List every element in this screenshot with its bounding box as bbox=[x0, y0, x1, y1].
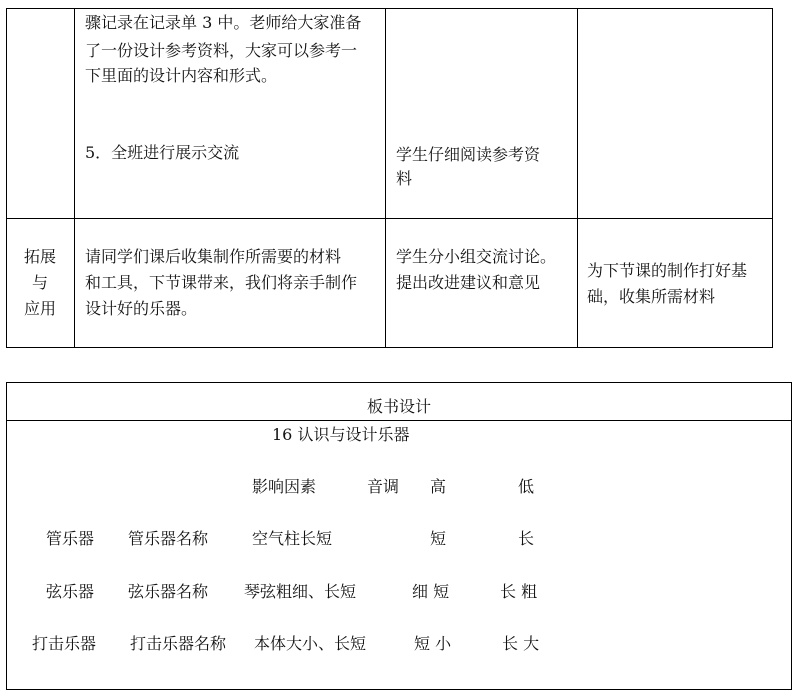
row2-intent-line-1: 为下节课的制作打好基 bbox=[587, 261, 748, 280]
board-row-type: 弦乐器 bbox=[46, 582, 95, 601]
row1-teacher-line-1: 骤记录在记录单 3 中。老师给大家准备 bbox=[85, 13, 362, 32]
board-row-name: 管乐器名称 bbox=[128, 529, 209, 548]
row2-teacher-line-3: 设计好的乐器。 bbox=[85, 299, 198, 318]
table-border-top bbox=[6, 8, 773, 9]
row2-teacher-line-2: 和工具，下节课带来，我们将亲手制作 bbox=[85, 273, 358, 292]
row2-stage-line-2: 与 bbox=[31, 273, 48, 292]
board-border-left bbox=[6, 382, 7, 690]
board-row-factor: 空气柱长短 bbox=[252, 529, 333, 548]
board-row-type: 打击乐器 bbox=[32, 634, 97, 653]
board-title-divider bbox=[6, 420, 792, 421]
row1-student-line-2: 料 bbox=[396, 169, 413, 188]
row2-intent-line-2: 础，收集所需材料 bbox=[587, 287, 716, 306]
board-row-high: 短 小 bbox=[414, 634, 452, 653]
table-row-divider bbox=[6, 218, 773, 219]
row1-teacher-step: 5．全班进行展示交流 bbox=[85, 143, 240, 162]
board-header-high: 高 bbox=[430, 477, 447, 496]
row1-student-line-1: 学生仔细阅读参考资 bbox=[396, 145, 541, 164]
row1-teacher-line-3: 下里面的设计内容和形式。 bbox=[85, 66, 278, 85]
board-row-type: 管乐器 bbox=[46, 529, 95, 548]
board-header-tone: 音调 bbox=[367, 477, 400, 496]
board-title: 板书设计 bbox=[366, 397, 431, 416]
board-row-high: 细 短 bbox=[412, 582, 450, 601]
row2-student-line-2: 提出改进建议和意见 bbox=[396, 273, 541, 292]
row2-stage-line-3: 应用 bbox=[23, 299, 56, 318]
board-row-low: 长 bbox=[518, 529, 535, 548]
row2-student-line-1: 学生分小组交流讨论。 bbox=[396, 247, 557, 266]
board-subtitle: 16 认识与设计乐器 bbox=[272, 425, 410, 444]
board-border-top bbox=[6, 382, 792, 383]
board-row-name: 打击乐器名称 bbox=[130, 634, 227, 653]
row2-stage-line-1: 拓展 bbox=[23, 247, 56, 266]
board-row-factor: 本体大小、长短 bbox=[254, 634, 367, 653]
row2-teacher-line-1: 请同学们课后收集制作所需要的材料 bbox=[85, 247, 342, 266]
table-col-divider-1 bbox=[74, 8, 75, 348]
board-border-right bbox=[791, 382, 792, 690]
board-row-low: 长 大 bbox=[502, 634, 540, 653]
board-row-name: 弦乐器名称 bbox=[128, 582, 209, 601]
board-row-factor: 琴弦粗细、长短 bbox=[244, 582, 357, 601]
table-col-divider-3 bbox=[577, 8, 578, 348]
board-row-low: 长 粗 bbox=[500, 582, 538, 601]
board-header-low: 低 bbox=[518, 477, 535, 496]
row1-teacher-line-2: 了一份设计参考资料，大家可以参考一 bbox=[85, 41, 358, 60]
board-row-high: 短 bbox=[430, 529, 447, 548]
board-header-factor: 影响因素 bbox=[252, 477, 317, 496]
table-col-divider-2 bbox=[385, 8, 386, 348]
table-border-right bbox=[772, 8, 773, 348]
board-border-bottom bbox=[6, 689, 792, 690]
table-border-bottom bbox=[6, 347, 773, 348]
